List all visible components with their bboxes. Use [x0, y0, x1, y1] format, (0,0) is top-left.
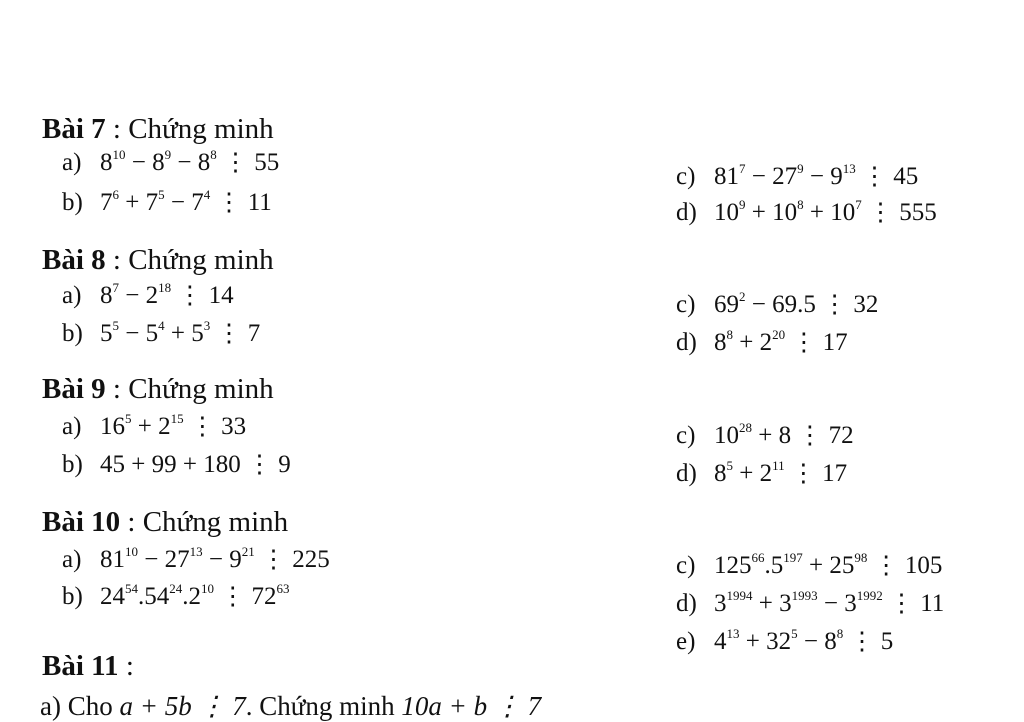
exercise-item: [676, 589, 944, 619]
section-title-bai9: Bài 9 : Chứng minh: [42, 373, 274, 405]
item-label: c): [676, 291, 696, 318]
section-subtitle: Chứng minh: [128, 244, 274, 276]
exercise-item: [676, 459, 847, 489]
math-expression: $24^{54}.54^{24}.2^{10}$ ⋮ $72^{63}$: [100, 580, 290, 610]
math-expression: $3^{1994} + 3^{1993} - 3^{1992}$ ⋮ 11: [714, 587, 945, 617]
section-heading: Bài 10: [42, 506, 121, 538]
exercise-item: [676, 162, 918, 192]
item-label: a): [62, 546, 82, 573]
item-label: c): [676, 422, 696, 449]
math-expression: $81^7 - 27^9 - 9^{13}$ ⋮ 45: [714, 160, 919, 190]
math-expression: $8^{10} - 8^9 - 8^8$ ⋮ 55: [100, 146, 280, 176]
item-label: a): [62, 413, 82, 440]
section-heading: Bài 7: [42, 113, 106, 145]
item-label: d): [676, 329, 697, 356]
exercise-item: [62, 281, 234, 311]
item-label: d): [676, 590, 697, 617]
math-expression: $7^6 + 7^5 - 7^4$ ⋮ 11: [100, 186, 272, 216]
exercise-item: [62, 545, 330, 575]
math-expression: 10a + b ⋮ 7: [401, 691, 542, 721]
exercise-item: [676, 551, 942, 581]
exercise-item: [62, 412, 246, 442]
math-expression: $4^{13} + 32^5 - 8^8$ ⋮ 5: [714, 625, 894, 655]
exercise-item: [62, 319, 260, 349]
math-expression: $8^5 + 2^{11}$ ⋮ 17: [714, 457, 848, 487]
item-label: c): [676, 163, 696, 190]
math-expression: $8^8 + 2^{20}$ ⋮ 17: [714, 326, 848, 356]
math-expression: a + 5b ⋮ 7: [119, 691, 246, 721]
exercise-item: [676, 627, 893, 657]
item-label: b): [62, 189, 83, 216]
math-expression: $5^5 - 5^4 + 5^3$ ⋮ 7: [100, 317, 261, 347]
section-heading: Bài 11: [42, 650, 119, 682]
math-expression: $125^{66}.5^{197} + 25^{98}$ ⋮ 105: [714, 549, 943, 579]
item-label: b): [62, 451, 83, 478]
math-expression: $81^{10} - 27^{13} - 9^{21}$ ⋮ 225: [100, 543, 330, 573]
exercise-item: [62, 450, 291, 480]
section-title-bai11: Bài 11 :: [42, 650, 134, 682]
exercise-item: [676, 421, 854, 451]
item-label: d): [676, 460, 697, 487]
exercise-item: [676, 290, 878, 320]
item-label: b): [62, 320, 83, 347]
math-expression: 45 + 99 + 180 ⋮ 9: [100, 451, 291, 478]
item-label: c): [676, 552, 696, 579]
item-label: b): [62, 583, 83, 610]
exercise-item: [62, 582, 290, 612]
section-title-bai8: Bài 8 : Chứng minh: [42, 244, 274, 276]
exercise-item: [62, 188, 272, 218]
exercise-item: [676, 198, 937, 228]
item-label: e): [676, 628, 696, 655]
math-expression: $8^7 - 2^{18}$ ⋮ 14: [100, 279, 234, 309]
math-expression: $69^2 - 69.5$ ⋮ 32: [714, 288, 879, 318]
section-title-bai7: Bài 7 : Chứng minh: [42, 113, 274, 145]
section-subtitle: Chứng minh: [128, 373, 274, 405]
section-heading: Bài 8: [42, 244, 106, 276]
exercise-item: [676, 328, 848, 358]
section-title-bai10: Bài 10 : Chứng minh: [42, 506, 289, 538]
item-label: a): [62, 149, 82, 176]
partial-exercise-line: a) Cho a + 5b ⋮ 7. Chứng minh 10a + b ⋮ 7: [40, 691, 542, 721]
math-expression: $16^5 + 2^{15}$ ⋮ 33: [100, 410, 247, 440]
math-expression: $10^9 + 10^8 + 10^7$ ⋮ 555: [714, 196, 937, 226]
section-subtitle: Chứng minh: [142, 506, 289, 538]
exercise-item: [62, 148, 279, 178]
item-label: a): [62, 282, 82, 309]
section-subtitle: Chứng minh: [128, 113, 274, 145]
item-label: d): [676, 199, 697, 226]
math-expression: $10^{28} + 8$ ⋮ 72: [714, 419, 854, 449]
section-heading: Bài 9: [42, 373, 106, 405]
